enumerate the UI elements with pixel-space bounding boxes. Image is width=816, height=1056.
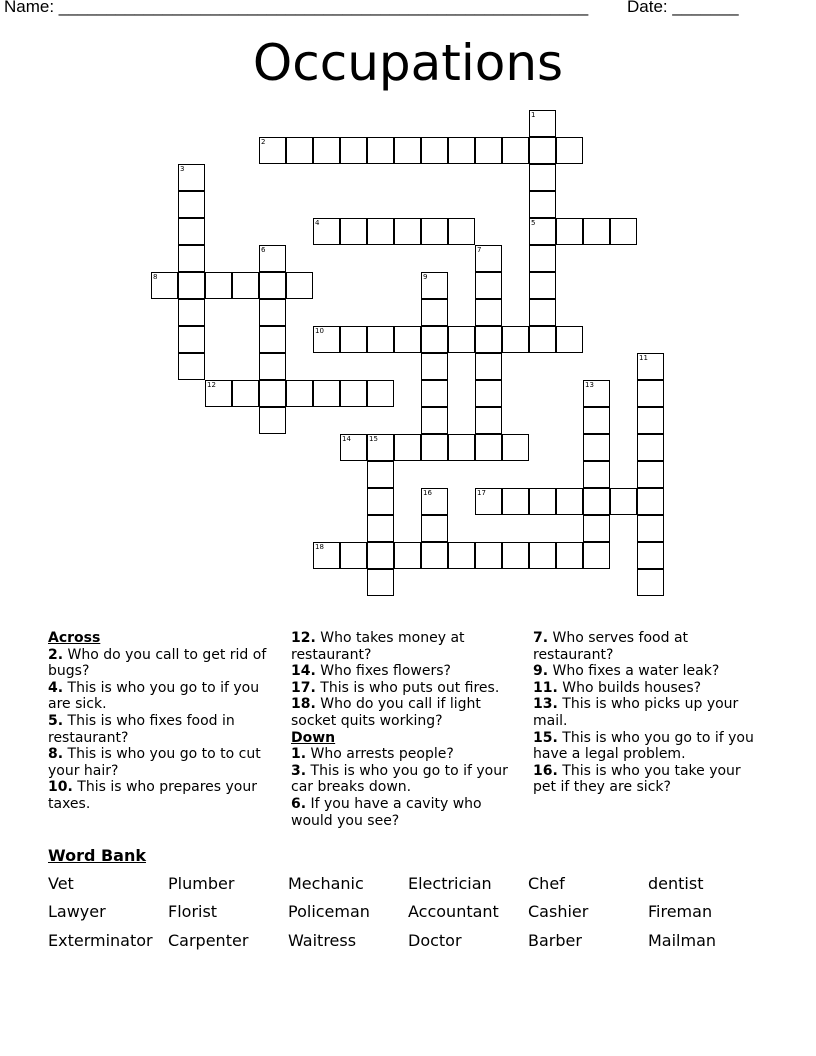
word-bank-word: Exterminator (48, 931, 153, 950)
grid-cell[interactable] (340, 218, 367, 245)
grid-cell[interactable] (556, 488, 583, 515)
grid-cell[interactable] (232, 380, 259, 407)
grid-cell[interactable] (259, 272, 286, 299)
clue-number: 11 (639, 354, 648, 362)
clue-number: 18 (315, 543, 324, 551)
grid-cell[interactable] (610, 488, 637, 515)
grid-cell[interactable] (421, 137, 448, 164)
grid-cell[interactable] (637, 434, 664, 461)
grid-cell[interactable] (394, 137, 421, 164)
grid-cell[interactable] (448, 542, 475, 569)
grid-cell[interactable] (421, 380, 448, 407)
grid-cell[interactable] (394, 434, 421, 461)
clue-number: 4 (315, 219, 320, 227)
clue-across-2: 2. Who do you call to get rid of bugs? (48, 646, 267, 680)
grid-cell[interactable] (448, 434, 475, 461)
word-bank-word: Barber (528, 931, 582, 950)
grid-cell[interactable] (313, 137, 340, 164)
grid-cell[interactable] (529, 245, 556, 272)
word-bank-word: Fireman (648, 902, 713, 921)
grid-cell[interactable] (421, 353, 448, 380)
grid-cell[interactable] (151, 272, 178, 299)
grid-cell[interactable] (475, 326, 502, 353)
grid-cell[interactable] (367, 434, 394, 461)
clue-down-13: 13. This is who picks up your mail. (533, 696, 739, 729)
grid-cell[interactable] (178, 299, 205, 326)
date-label: Date: _______ (627, 0, 739, 16)
grid-cell[interactable] (583, 542, 610, 569)
clue-number: 16 (423, 489, 432, 497)
grid-cell[interactable] (259, 137, 286, 164)
grid-cell[interactable] (637, 569, 664, 596)
grid-cell[interactable] (475, 380, 502, 407)
clue-number: 13 (585, 381, 594, 389)
grid-cell[interactable] (475, 407, 502, 434)
name-label: Name: ________________________________________________________ (4, 0, 589, 16)
grid-cell[interactable] (475, 434, 502, 461)
grid-cell[interactable] (475, 299, 502, 326)
grid-cell[interactable] (178, 326, 205, 353)
clue-column-1 (48, 630, 273, 813)
grid-cell[interactable] (529, 164, 556, 191)
grid-cell[interactable] (421, 515, 448, 542)
grid-cell[interactable] (529, 137, 556, 164)
grid-cell[interactable] (529, 110, 556, 137)
grid-cell[interactable] (259, 245, 286, 272)
grid-cell[interactable] (367, 488, 394, 515)
grid-cell[interactable] (637, 488, 664, 515)
word-bank-word: Electrician (408, 874, 492, 893)
grid-cell[interactable] (610, 218, 637, 245)
grid-cell[interactable] (637, 407, 664, 434)
grid-cell[interactable] (340, 326, 367, 353)
grid-cell[interactable] (529, 542, 556, 569)
across-heading: Across (48, 630, 101, 646)
grid-cell[interactable] (637, 353, 664, 380)
word-bank-title: Word Bank (48, 846, 147, 865)
clue-across-10: 10. This is who prepares your taxes. (48, 779, 257, 812)
grid-cell[interactable] (178, 272, 205, 299)
word-bank-word: Lawyer (48, 902, 106, 921)
word-bank-word: Cashier (528, 902, 589, 921)
grid-cell[interactable] (502, 137, 529, 164)
clue-number: 12 (207, 381, 216, 389)
grid-cell[interactable] (475, 353, 502, 380)
grid-cell[interactable] (286, 272, 313, 299)
grid-cell[interactable] (394, 326, 421, 353)
grid-cell[interactable] (340, 380, 367, 407)
grid-cell[interactable] (313, 542, 340, 569)
grid-cell[interactable] (448, 218, 475, 245)
clue-number: 9 (423, 273, 428, 281)
grid-cell[interactable] (583, 488, 610, 515)
grid-cell[interactable] (178, 245, 205, 272)
clue-number: 2 (261, 138, 266, 146)
clue-down-3: 3. This is who you go to if your car breaks down. (291, 762, 508, 796)
grid-cell[interactable] (421, 326, 448, 353)
grid-cell[interactable] (475, 542, 502, 569)
grid-cell[interactable] (394, 542, 421, 569)
grid-cell[interactable] (232, 272, 259, 299)
grid-cell[interactable] (637, 461, 664, 488)
grid-cell[interactable] (259, 326, 286, 353)
grid-cell[interactable] (178, 191, 205, 218)
grid-cell[interactable] (556, 137, 583, 164)
grid-cell[interactable] (367, 326, 394, 353)
clue-down-1: 1. Who arrests people? (291, 746, 454, 763)
grid-cell[interactable] (313, 326, 340, 353)
grid-cell[interactable] (205, 380, 232, 407)
clue-number: 6 (261, 246, 266, 254)
clue-column-2 (291, 630, 521, 829)
clue-down-7: 7. Who serves food at restaurant? (533, 630, 689, 663)
grid-cell[interactable] (421, 488, 448, 515)
grid-cell[interactable] (637, 542, 664, 569)
grid-cell[interactable] (178, 164, 205, 191)
clue-number: 14 (342, 435, 351, 443)
grid-cell[interactable] (583, 407, 610, 434)
grid-cell[interactable] (367, 461, 394, 488)
grid-cell[interactable] (529, 299, 556, 326)
grid-cell[interactable] (502, 434, 529, 461)
clue-number: 5 (531, 219, 536, 227)
grid-cell[interactable] (583, 515, 610, 542)
grid-cell[interactable] (178, 353, 205, 380)
grid-cell[interactable] (583, 380, 610, 407)
grid-cell[interactable] (259, 407, 286, 434)
grid-cell[interactable] (259, 299, 286, 326)
grid-cell[interactable] (502, 326, 529, 353)
word-bank-word: Chef (528, 874, 565, 893)
clue-down-15: 15. This is who you go to if you have a legal problem. (533, 729, 754, 763)
grid-cell[interactable] (583, 461, 610, 488)
page-title: Occupations (252, 34, 564, 92)
grid-cell[interactable] (529, 326, 556, 353)
clue-across-17: 17. This is who puts out fires. (291, 679, 500, 696)
clue-down-6: 6. If you have a cavity who would you see? (291, 795, 482, 829)
grid-cell[interactable] (529, 218, 556, 245)
grid-cell[interactable] (205, 272, 232, 299)
grid-cell[interactable] (367, 569, 394, 596)
word-bank-word: Policeman (288, 902, 370, 921)
word-bank-word: Doctor (408, 931, 462, 950)
grid-cell[interactable] (475, 245, 502, 272)
grid-cell[interactable] (367, 137, 394, 164)
grid-cell[interactable] (340, 434, 367, 461)
grid-cell[interactable] (421, 272, 448, 299)
clue-number: 15 (369, 435, 378, 443)
grid-cell[interactable] (313, 218, 340, 245)
grid-cell[interactable] (475, 272, 502, 299)
grid-cell[interactable] (367, 515, 394, 542)
grid-cell[interactable] (259, 380, 286, 407)
clue-down-11: 11. Who builds houses? (533, 679, 702, 696)
grid-cell[interactable] (367, 380, 394, 407)
grid-cell[interactable] (178, 218, 205, 245)
grid-cell[interactable] (367, 542, 394, 569)
clue-number: 8 (153, 273, 158, 281)
down-heading: Down (291, 729, 336, 746)
grid-cell[interactable] (556, 542, 583, 569)
clue-number: 17 (477, 489, 486, 497)
grid-cell[interactable] (529, 488, 556, 515)
clue-across-18: 18. Who do you call if light socket quits working? (291, 696, 481, 729)
clue-down-16: 16. This is who you take your pet if they are sick? (533, 762, 741, 796)
grid-cell[interactable] (529, 272, 556, 299)
grid-cell[interactable] (583, 218, 610, 245)
word-bank-word: Waitress (288, 931, 357, 950)
grid-cell[interactable] (259, 353, 286, 380)
grid-cell[interactable] (583, 434, 610, 461)
word-bank-word: Mailman (648, 931, 717, 950)
grid-cell[interactable] (637, 515, 664, 542)
grid-cell[interactable] (448, 137, 475, 164)
grid-cell[interactable] (421, 434, 448, 461)
clue-number: 3 (180, 165, 185, 173)
grid-cell[interactable] (475, 137, 502, 164)
grid-cell[interactable] (421, 407, 448, 434)
word-bank-word: Vet (48, 874, 74, 893)
clue-across-4: 4. This is who you go to if you are sick. (48, 679, 260, 713)
grid-cell[interactable] (340, 137, 367, 164)
grid-cell[interactable] (556, 326, 583, 353)
grid-cell[interactable] (637, 380, 664, 407)
clue-down-9: 9. Who fixes a water leak? (533, 663, 720, 680)
clue-number: 7 (477, 246, 482, 254)
grid-cell[interactable] (286, 380, 313, 407)
clue-number: 1 (531, 111, 536, 119)
grid-cell[interactable] (502, 542, 529, 569)
grid-cell[interactable] (313, 380, 340, 407)
clue-column-3 (533, 630, 758, 796)
grid-cell[interactable] (340, 542, 367, 569)
word-bank-word: dentist (648, 874, 704, 893)
grid-cell[interactable] (556, 218, 583, 245)
grid-cell[interactable] (394, 218, 421, 245)
grid-cell[interactable] (367, 218, 394, 245)
word-bank-word: Accountant (408, 902, 499, 921)
grid-cell[interactable] (286, 137, 313, 164)
clue-number: 10 (315, 327, 324, 335)
grid-cell[interactable] (475, 488, 502, 515)
word-bank-word: Mechanic (288, 874, 364, 893)
grid-cell[interactable] (421, 218, 448, 245)
grid-cell[interactable] (502, 488, 529, 515)
clue-across-14: 14. Who fixes flowers? (291, 663, 451, 680)
grid-cell[interactable] (421, 542, 448, 569)
grid-cell[interactable] (421, 299, 448, 326)
grid-cell[interactable] (448, 326, 475, 353)
word-bank-word: Florist (168, 902, 218, 921)
grid-cell[interactable] (529, 191, 556, 218)
clue-across-8: 8. This is who you go to to cut your hair? (48, 746, 261, 779)
clue-across-5: 5. This is who fixes food in restaurant? (48, 712, 235, 746)
word-bank-word: Carpenter (168, 931, 249, 950)
word-bank-word: Plumber (168, 874, 235, 893)
clue-across-12: 12. Who takes money at restaurant? (291, 630, 465, 663)
